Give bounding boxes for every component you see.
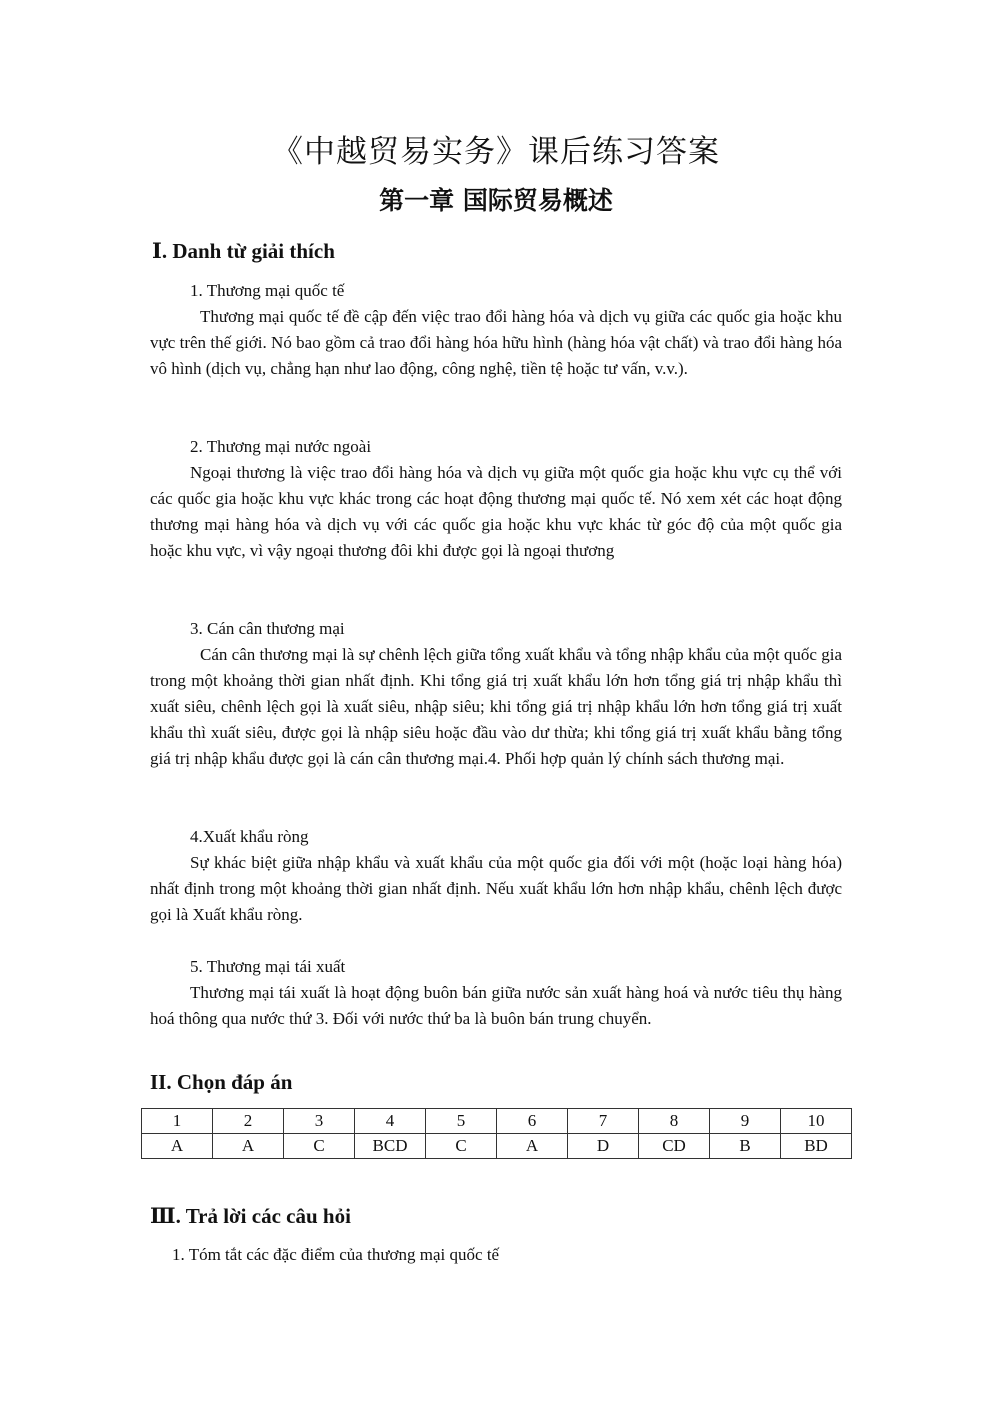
answer-cell: C (284, 1134, 355, 1159)
term-4-definition: Sự khác biệt giữa nhập khẩu và xuất khẩu của một quốc gia đối với một (hoặc loại hàng hóa) nhất định trong một khoảng thời gian nhất định. Nếu xuất khẩu lớn hơn nhập khẩu, chênh lệch được gọi là Xuất khẩu ròng. (150, 853, 842, 924)
question-number-cell: 1 (142, 1109, 213, 1134)
chapter-title: 第一章 国际贸易概述 (379, 186, 613, 215)
term-3-title: 3. Cán cân thương mại (190, 619, 345, 638)
question-number-cell: 4 (355, 1109, 426, 1134)
term-1-title: 1. Thương mại quốc tế (190, 281, 345, 300)
answer-cell: A (213, 1134, 284, 1159)
answer-cell: A (497, 1134, 568, 1159)
term-5-definition: Thương mại tái xuất là hoạt động buôn bán giữa nước sản xuất hàng hoá và nước tiêu thụ hàng hoá thông qua nước thứ 3. Đối với nước thứ ba là buôn bán trung chuyển. (150, 983, 842, 1028)
document-title: 《中越贸易实务》课后练习答案 (272, 134, 720, 170)
answer-cell: B (710, 1134, 781, 1159)
answer-table (141, 1108, 852, 1159)
section-2-heading: II. Chọn đáp án (150, 1070, 293, 1094)
question-number-cell: 9 (710, 1109, 781, 1134)
question-number-cell: 10 (781, 1109, 852, 1134)
question-number-cell: 5 (426, 1109, 497, 1134)
term-2-title: 2. Thương mại nước ngoài (190, 437, 372, 456)
answer-cell: BD (781, 1134, 852, 1159)
term-3-definition: Cán cân thương mại là sự chênh lệch giữa tổng xuất khẩu và tổng nhập khẩu của một quốc gia trong một khoảng thời gian nhất định. Khi tổng giá trị xuất khẩu lớn hơn tổng giá trị nhập khẩu thì xuất siêu, chênh lệch gọi là xuất siêu, nhập siêu; khi tổng giá trị nhập khẩu lớn hơn tổng giá trị xuất khẩu thì xuất siêu, được gọi là nhập siêu hoặc đầu vào dư thừa; khi tổng giá trị xuất khẩu bằng tổng giá trị nhập khẩu được gọi là cán cân thương mại.4. Phối hợp quản lý chính sách thương mại. (150, 645, 842, 768)
question-number-cell: 7 (568, 1109, 639, 1134)
term-1-definition: Thương mại quốc tế đề cập đến việc trao đổi hàng hóa và dịch vụ giữa các quốc gia hoặc khu vực trên thế giới. Nó bao gồm cả trao đổi hàng hóa hữu hình (hàng hóa vật chất) và trao đổi hàng hóa vô hình (dịch vụ, chẳng hạn như lao động, công nghệ, tiền tệ hoặc tư vấn, v.v.). (150, 307, 842, 378)
question-number-cell: 6 (497, 1109, 568, 1134)
term-4-title: 4.Xuất khẩu ròng (190, 827, 309, 846)
question-number-cell: 2 (213, 1109, 284, 1134)
section-1-heading: Ⅰ. Danh từ giải thích (152, 239, 335, 263)
answer-cell: C (426, 1134, 497, 1159)
question-number-cell: 8 (639, 1109, 710, 1134)
term-2-definition: Ngoại thương là việc trao đổi hàng hóa và dịch vụ giữa một quốc gia hoặc khu vực cụ thể với các quốc gia hoặc khu vực khác trong các hoạt động thương mại quốc tế. Nó xem xét các hoạt động thương mại hàng hóa và dịch vụ với các quốc gia hoặc khu vực khác từ góc độ của một quốc gia hoặc khu vực, vì vậy ngoại thương đôi khi được gọi là ngoại thương (150, 463, 842, 560)
term-5-title: 5. Thương mại tái xuất (190, 957, 346, 976)
answer-table-row-numbers (142, 1109, 852, 1134)
answer-cell: D (568, 1134, 639, 1159)
section-3-heading: Ⅲ. Trả lời các câu hỏi (150, 1204, 351, 1228)
answer-cell: CD (639, 1134, 710, 1159)
question-number-cell: 3 (284, 1109, 355, 1134)
question-1: 1. Tóm tắt các đặc điểm của thương mại quốc tế (172, 1245, 500, 1264)
answer-cell: BCD (355, 1134, 426, 1159)
answer-table-row-answers (142, 1134, 852, 1159)
answer-cell: A (142, 1134, 213, 1159)
